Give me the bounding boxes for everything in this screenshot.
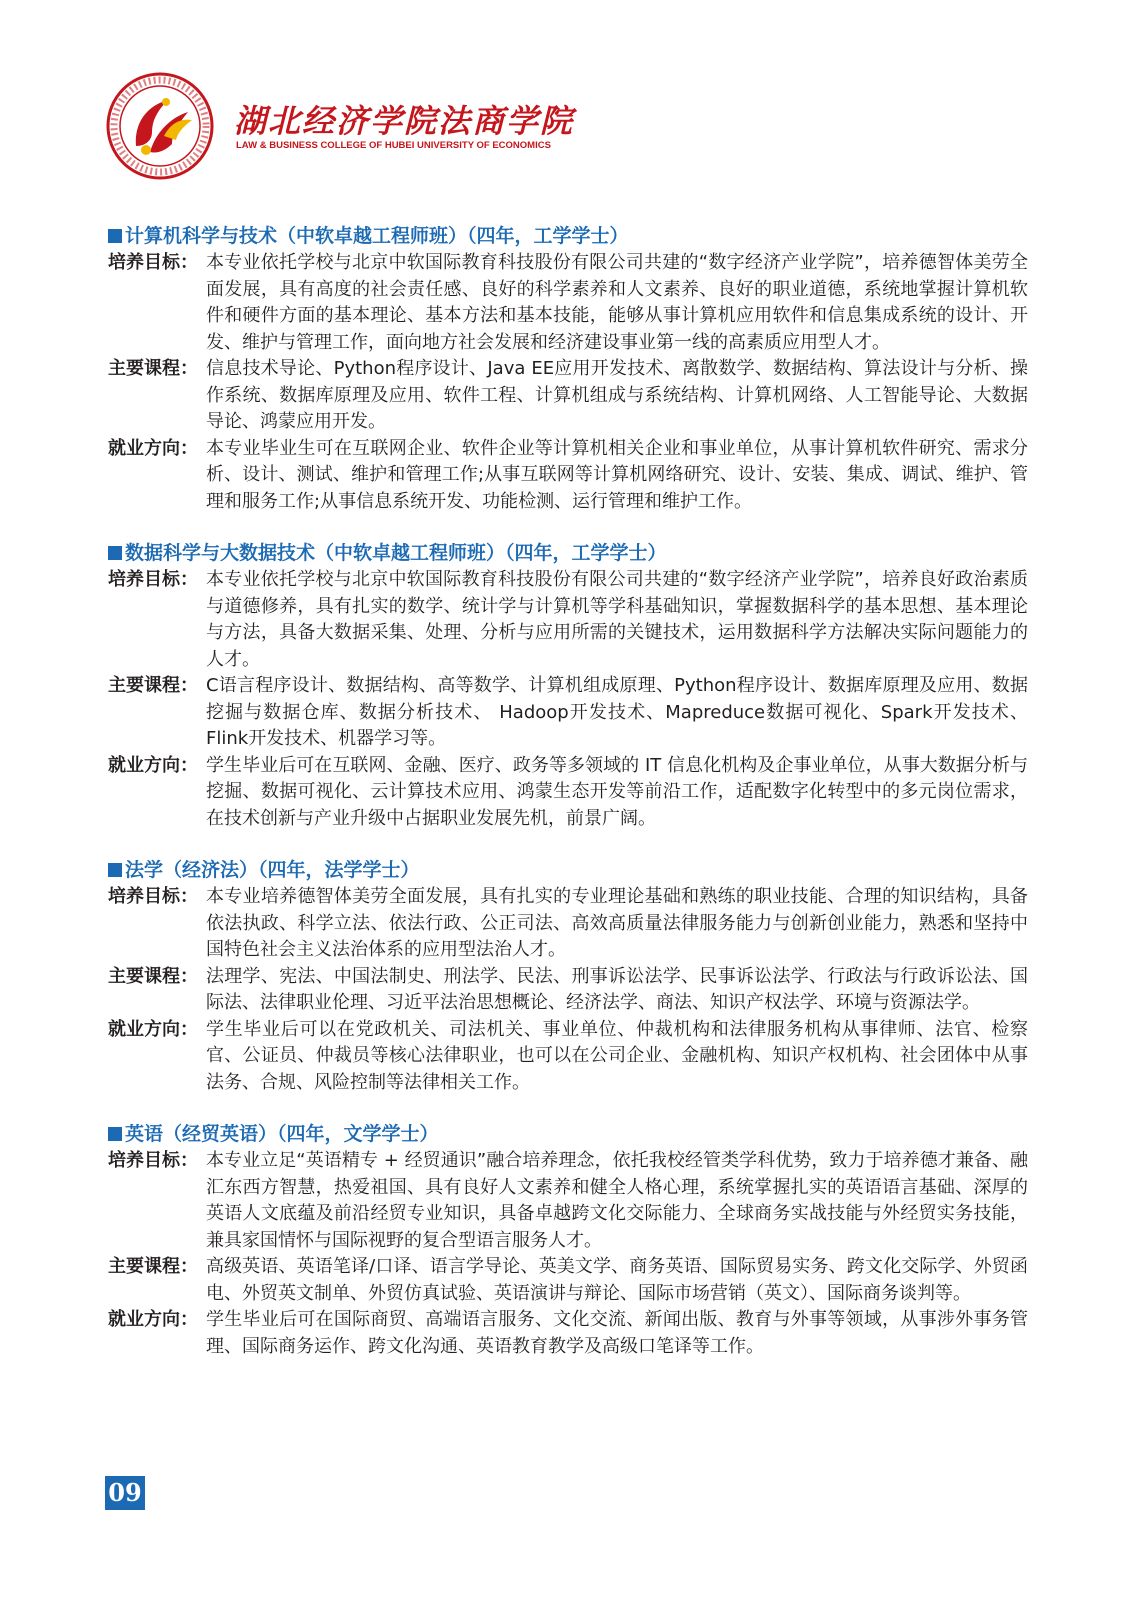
courses-text: 法理学、宪法、中国法制史、刑法学、民法、刑事诉讼法学、民事诉讼法学、行政法与行政诉讼法、国际法、法律职业伦理、习近平法治思想概论、经济法学、商法、知识产权法学、环境与资源法学。 — [206, 965, 1028, 1013]
program-section-data-science — [108, 539, 1028, 832]
program-career-row — [108, 753, 1028, 833]
program-section-english — [108, 1120, 1028, 1360]
courses-label: 主要课程： — [108, 965, 198, 987]
program-goal-row — [108, 884, 1028, 964]
program-career-row — [108, 1307, 1028, 1360]
career-text: 学生毕业后可在互联网、金融、医疗、政务等多领域的 IT 信息化机构及企事业单位，从事大数据分析与挖掘、数据可视化、云计算技术应用、鸿蒙生态开发等前沿工作，适配数字化转型中的多元岗位需求，在技术创新与产业升级中占据职业发展先机，前景广阔。 — [206, 754, 1028, 829]
career-label: 就业方向： — [108, 1309, 198, 1330]
page-header — [106, 72, 606, 182]
school-name-en: LAW & BUSINESS COLLEGE OF HUBEI UNIVERSITY OF ECONOMICS — [236, 140, 551, 151]
courses-label: 主要课程： — [108, 675, 198, 696]
courses-text: 高级英语、英语笔译/口译、语言学导论、英美文学、商务英语、国际贸易实务、跨文化交际学、外贸函电、外贸英文制单、外贸仿真试验、英语演讲与辩论、国际市场营销（英文）、国际商务谈判等。 — [206, 1256, 1028, 1304]
courses-text: 信息技术导论、Python程序设计、Java EE应用开发技术、离散数学、数据结构、算法设计与分析、操作系统、数据库原理及应用、软件工程、计算机组成与系统结构、计算机网络、人工智能导论、大数据导论、鸿蒙应用开发。 — [206, 358, 1028, 432]
career-label: 就业方向： — [108, 1018, 198, 1040]
goal-text: 本专业依托学校与北京中软国际教育科技股份有限公司共建的“数字经济产业学院”，培养良好政治素质与道德修养，具有扎实的数学、统计学与计算机等学科基础知识，掌握数据科学的基本思想、基本理论与方法，具备大数据采集、处理、分析与应用所需的关键技术，运用数据科学方法解决实际问题能力的人才。 — [206, 569, 1028, 670]
square-bullet-icon — [108, 863, 122, 877]
square-bullet-icon — [108, 229, 122, 243]
goal-text: 本专业立足“英语精专 + 经贸通识”融合培养理念，依托我校经管类学科优势，致力于培养德才兼备、融汇东西方智慧，热爱祖国、具有良好人文素养和健全人格心理，系统掌握扎实的英语语言基础、深厚的英语人文底蕴及前沿经贸专业知识，具备卓越跨文化交际能力、全球商务实战技能与外经贸实务技能，兼具家国情怀与国际视野的复合型语言服务人才。 — [206, 1150, 1028, 1251]
program-title: 数据科学与大数据技术（中软卓越工程师班）（四年，工学学士） — [108, 539, 1028, 567]
program-courses-row — [108, 673, 1028, 753]
square-bullet-icon — [108, 546, 122, 560]
program-list — [108, 222, 1028, 1384]
program-goal-row — [108, 1148, 1028, 1254]
courses-label: 主要课程： — [108, 1256, 198, 1277]
program-title: 法学（经济法）（四年，法学学士） — [108, 856, 1028, 884]
program-career-row — [108, 1017, 1028, 1097]
career-text: 本专业毕业生可在互联网企业、软件企业等计算机相关企业和事业单位，从事计算机软件研究、需求分析、设计、测试、维护和管理工作;从事互联网等计算机网络研究、设计、安装、集成、调试、维护、管理和服务工作;从事信息系统开发、功能检测、运行管理和维护工作。 — [206, 437, 1028, 512]
program-courses-row — [108, 356, 1028, 436]
school-emblem-icon — [106, 72, 214, 180]
program-goal-row — [108, 250, 1028, 356]
goal-label: 培养目标： — [108, 569, 198, 590]
program-title: 英语（经贸英语）（四年，文学学士） — [108, 1120, 1028, 1148]
goal-label: 培养目标： — [108, 252, 198, 273]
career-label: 就业方向： — [108, 754, 198, 776]
career-label: 就业方向： — [108, 437, 198, 459]
school-name-cn: 湖北经济学院法商学院 — [234, 102, 575, 140]
career-text: 学生毕业后可在国际商贸、高端语言服务、文化交流、新闻出版、教育与外事等领域，从事涉外事务管理、国际商务运作、跨文化沟通、英语教育教学及高级口笔译等工作。 — [206, 1309, 1028, 1357]
program-courses-row — [108, 1254, 1028, 1307]
career-text: 学生毕业后可以在党政机关、司法机关、事业单位、仲裁机构和法律服务机构从事律师、法官、检察官、公证员、仲裁员等核心法律职业，也可以在公司企业、金融机构、知识产权机构、社会团体中从事法务、合规、风险控制等法律相关工作。 — [206, 1018, 1028, 1093]
program-section-law — [108, 856, 1028, 1096]
goal-text: 本专业依托学校与北京中软国际教育科技股份有限公司共建的“数字经济产业学院”，培养德智体美劳全面发展，具有高度的社会责任感、良好的科学素养和人文素养、良好的职业道德，系统地掌握计算机软件和硬件方面的基本理论、基本方法和基本技能，能够从事计算机应用软件和信息集成系统的设计、开发、维护与管理工作，面向地方社会发展和经济建设事业第一线的高素质应用型人才。 — [206, 252, 1028, 353]
program-courses-row — [108, 964, 1028, 1017]
goal-label: 培养目标： — [108, 886, 198, 907]
courses-text: C语言程序设计、数据结构、高等数学、计算机组成原理、Python程序设计、数据库原理及应用、数据挖掘与数据仓库、数据分析技术、 Hadoop开发技术、Mapreduce数据可视化、Spark开发技术、Flink开发技术、机器学习等。 — [206, 675, 1028, 749]
program-career-row — [108, 436, 1028, 516]
courses-label: 主要课程： — [108, 358, 198, 379]
goal-text: 本专业培养德智体美劳全面发展，具有扎实的专业理论基础和熟练的职业技能、合理的知识结构，具备依法执政、科学立法、依法行政、公正司法、高效高质量法律服务能力与创新创业能力，熟悉和坚持中国特色社会主义法治体系的应用型法治人才。 — [206, 886, 1028, 960]
page-number: 09 — [105, 1476, 145, 1510]
goal-label: 培养目标： — [108, 1150, 198, 1171]
program-title: 计算机科学与技术（中软卓越工程师班）（四年，工学学士） — [108, 222, 1028, 250]
program-goal-row — [108, 567, 1028, 673]
program-section-computer-science — [108, 222, 1028, 515]
square-bullet-icon — [108, 1127, 122, 1141]
